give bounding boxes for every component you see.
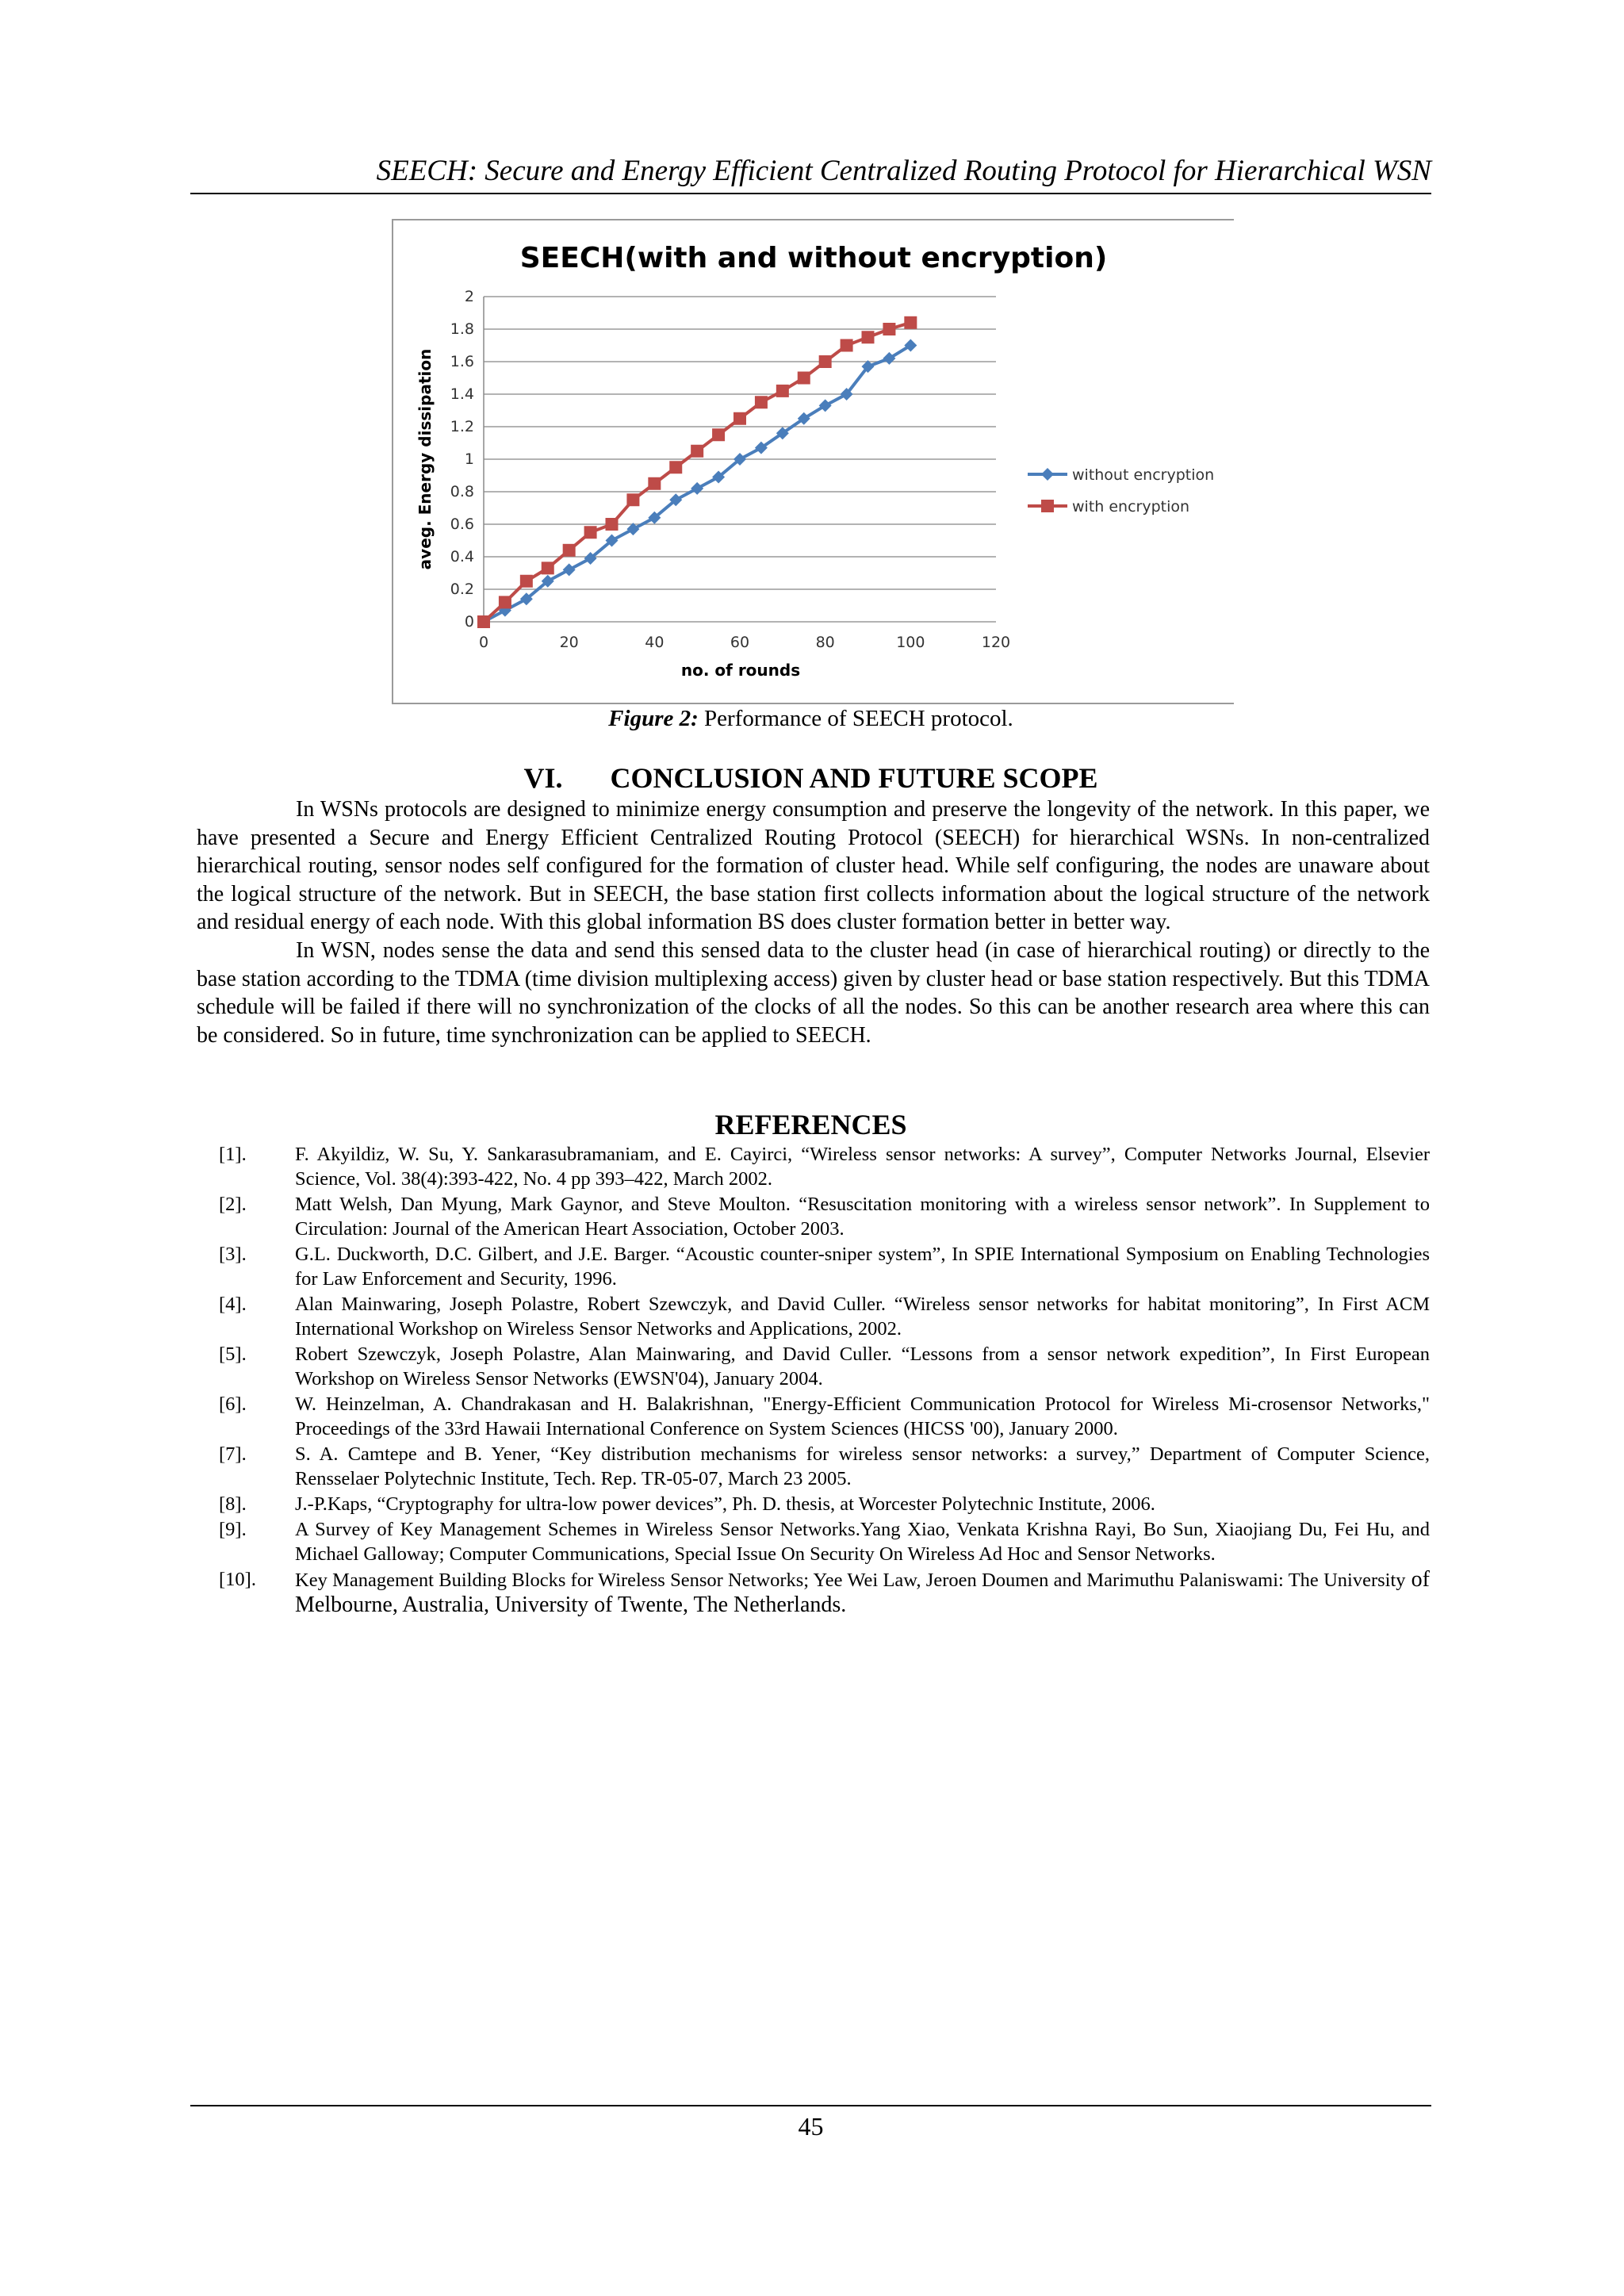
reference-item [219, 1392, 1430, 1441]
data-point [542, 562, 554, 574]
reference-text-tail-large: of Melbourne, Australia, University of Twente, The Netherlands. [295, 1567, 1430, 1617]
reference-number: [5]. [219, 1343, 247, 1365]
x-tick-label: 20 [559, 634, 579, 651]
reference-text: S. A. Camtepe and B. Yener, “Key distribution mechanisms for wireless sensor networks: a survey,” Department of Computer Science, Rensselaer Polytechnic Institute, Tech. Rep. TR-05-07, March 23 2005. [295, 1443, 1430, 1489]
data-point [584, 526, 597, 539]
reference-text: G.L. Duckworth, D.C. Gilbert, and J.E. Barger. “Acoustic counter-sniper system”, In SPIE International Symposium on Enabling Technologies for Law Enforcement and Security, 1996. [295, 1244, 1430, 1290]
data-point [883, 323, 895, 335]
reference-number: [2]. [219, 1194, 247, 1215]
y-tick-label: 1.8 [450, 320, 474, 338]
data-point [819, 355, 832, 368]
data-point [691, 445, 703, 458]
reference-text: A Survey of Key Management Schemes in Wireless Sensor Networks.Yang Xiao, Venkata Krishna Rayi, Bo Sun, Xiaojiang Du, Fei Hu, and Michael Galloway; Computer Communications, Special Issue On Security On Wireless Ad Hoc and Sensor Networks. [295, 1519, 1430, 1565]
reference-text: J.-P.Kaps, “Cryptography for ultra-low power devices”, Ph. D. thesis, at Worcester Polytechnic Institute, 2006. [295, 1493, 1155, 1515]
header-rule [190, 193, 1431, 194]
data-point [669, 461, 682, 473]
reference-number: [3]. [219, 1244, 247, 1265]
paragraph: In WSNs protocols are designed to minimize energy consumption and preserve the longevity of the network. In this paper, we have presented a Secure and Energy Efficient Centralized Routing Protocol (SEECH) for hierarchical WSNs. In non-centralized hierarchical routing, sensor nodes self configured for the formation of cluster head. While self configuring, the nodes are unaware about the logical structure of the network. But in SEECH, the base station first collects information about the logical structure of the network and residual energy of each node. With this global information BS does cluster formation better in better way. [197, 797, 1430, 935]
paragraph: In WSN, nodes sense the data and send this sensed data to the cluster head (in case of hierarchical routing) or directly to the base station according to the TDMA (time division multiplexing access) given by cluster head or base station respectively. But this TDMA schedule will be failed if there will no synchronization of the clocks of all the nodes. So this can be another research area where this can be considered. So in future, time synchronization can be applied to SEECH. [197, 937, 1430, 1048]
reference-item [219, 1517, 1430, 1566]
data-point [733, 412, 746, 425]
section-heading [190, 760, 1431, 796]
y-tick-label: 0.2 [450, 581, 474, 598]
chart-x-axis-label: no. of rounds [680, 661, 801, 680]
data-point [691, 482, 703, 495]
data-point [904, 316, 917, 329]
reference-item [219, 1242, 1430, 1291]
data-point [520, 575, 533, 588]
x-tick-label: 0 [478, 634, 489, 651]
y-tick-label: 1 [464, 450, 474, 468]
reference-text: F. Akyildiz, W. Su, Y. Sankarasubramaniam, and E. Cayirci, “Wireless sensor networks: A survey”, Computer Networks Journal, Elsevier Science, Vol. 38(4):393-422, No. 4 pp 393–422, March 2002. [295, 1144, 1430, 1190]
page-number: 45 [798, 2112, 824, 2141]
reference-number: [8]. [219, 1493, 247, 1515]
section-body [197, 795, 1430, 1049]
reference-number: [9]. [219, 1519, 247, 1540]
reference-text: Alan Mainwaring, Joseph Polastre, Robert Szewczyk, and David Culler. “Wireless sensor networks for habitat monitoring”, In First ACM International Workshop on Wireless Sensor Networks and Applications, 2002. [295, 1294, 1430, 1340]
x-tick-label: 100 [896, 634, 925, 651]
y-tick-label: 1.6 [450, 353, 474, 370]
data-point [499, 596, 511, 608]
chart-y-ticks [450, 288, 474, 631]
y-tick-label: 0.8 [450, 483, 474, 500]
figure-label: Figure 2: [608, 706, 699, 731]
legend-marker [1041, 468, 1054, 481]
section-number: VI. [523, 762, 563, 794]
references-heading: REFERENCES [714, 1109, 907, 1140]
x-tick-label: 40 [645, 634, 665, 651]
references-list [219, 1142, 1430, 1619]
reference-text: Key Management Building Blocks for Wireless Sensor Networks; Yee Wei Law, Jeroen Doumen and Marimuthu Palaniswami: [295, 1570, 1284, 1591]
y-tick-label: 1.2 [450, 418, 474, 435]
figure-caption [190, 703, 1431, 734]
y-tick-label: 1.4 [450, 385, 474, 403]
legend-label: with encryption [1072, 498, 1190, 516]
reference-number: [1]. [219, 1144, 247, 1165]
data-point [841, 339, 853, 352]
data-point [862, 331, 875, 343]
footer-rule [190, 2105, 1431, 2106]
y-tick-label: 0.4 [450, 548, 474, 565]
y-tick-label: 0 [464, 613, 474, 631]
reference-number: [6]. [219, 1393, 247, 1415]
data-point [626, 493, 639, 506]
x-tick-label: 120 [981, 634, 1011, 651]
data-point [563, 563, 576, 576]
reference-number: [7]. [219, 1443, 247, 1465]
figure-caption-text: Performance of SEECH protocol. [704, 706, 1013, 731]
data-point [563, 544, 576, 557]
y-tick-label: 2 [464, 288, 474, 305]
reference-item [219, 1192, 1430, 1241]
reference-item [219, 1342, 1430, 1391]
y-tick-label: 0.6 [450, 516, 474, 533]
data-point [648, 477, 661, 490]
legend-marker [1041, 500, 1054, 512]
reference-item [219, 1142, 1430, 1191]
data-point [776, 385, 789, 397]
chart-series [477, 316, 917, 628]
reference-item [219, 1492, 1430, 1516]
reference-text: W. Heinzelman, A. Chandrakasan and H. Balakrishnan, "Energy-Efficient Communication Protocol for Wireless Mi-crosensor Networks," Proceedings of the 33rd Hawaii International Conference on System Sciences (HICSS '00), January 2000. [295, 1393, 1430, 1439]
reference-text: Matt Welsh, Dan Myung, Mark Gaynor, and Steve Moulton. “Resuscitation monitoring with a wireless sensor network”. In Supplement to Circulation: Journal of the American Heart Association, October 2003. [295, 1194, 1430, 1240]
figure-chart [392, 219, 1234, 704]
chart-title: SEECH(with and without encryption) [519, 242, 1108, 274]
legend-label: without encryption [1072, 466, 1215, 484]
data-point [798, 372, 810, 385]
x-tick-label: 60 [730, 634, 750, 651]
running-header: SEECH: Secure and Energy Efficient Centralized Routing Protocol for Hierarchical WSN [376, 155, 1431, 187]
reference-item [219, 1292, 1430, 1341]
chart-y-axis-label: aveg. Energy dissipation [416, 348, 435, 570]
reference-item [219, 1567, 1430, 1618]
reference-text-tail: The University [1288, 1570, 1406, 1591]
reference-text-block [295, 1567, 1430, 1618]
data-point [477, 615, 490, 628]
data-point [755, 396, 768, 408]
chart-svg [393, 220, 1235, 706]
reference-number: [10]. [219, 1569, 256, 1590]
chart-x-ticks [479, 634, 1010, 651]
reference-item [219, 1442, 1430, 1491]
reference-text: Robert Szewczyk, Joseph Polastre, Alan Mainwaring, and David Culler. “Lessons from a sensor network expedition”, In First European Workshop on Wireless Sensor Networks (EWSN'04), January 2004. [295, 1343, 1430, 1389]
chart-legend [1028, 466, 1214, 516]
data-point [606, 518, 619, 531]
section-title: CONCLUSION AND FUTURE SCOPE [610, 762, 1098, 794]
reference-number: [4]. [219, 1294, 247, 1315]
data-point [712, 428, 725, 441]
x-tick-label: 80 [815, 634, 835, 651]
